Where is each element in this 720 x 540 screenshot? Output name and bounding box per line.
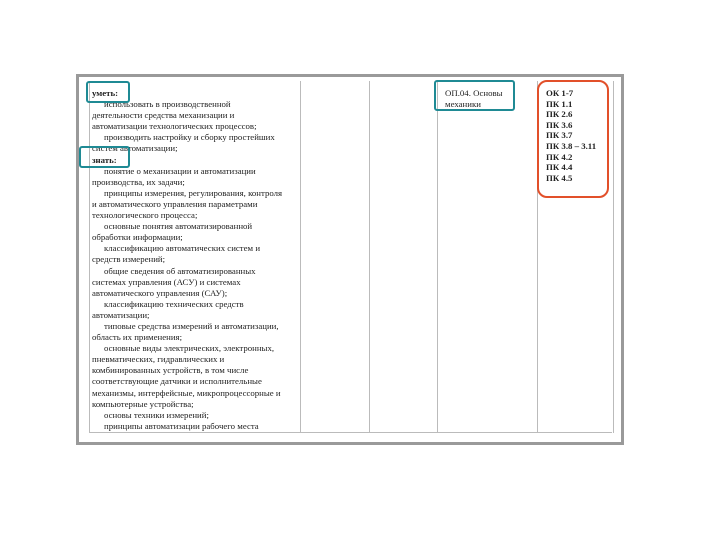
skills-line: систем автоматизации; [92, 143, 178, 154]
knowledge-line: типовые средства измерений и автоматизации, [104, 320, 279, 331]
knowledge-line: обработки информации; [92, 232, 183, 243]
requirements-cell [92, 88, 300, 432]
competency-item: ПК 3.8 – 3.11 [546, 140, 597, 151]
skills-line: автоматизации технологических процессов; [92, 121, 257, 132]
knowledge-line: компьютерные устройства; [92, 398, 194, 409]
knowledge-line: пневматических, гидравлических и [92, 354, 225, 365]
knowledge-line: механизмы, интерфейсные, микропроцессорные и [92, 387, 281, 398]
knowledge-line: классификацию технических средств [104, 298, 244, 309]
competency-item: ПК 3.7 [546, 130, 573, 141]
knowledge-label: знать: [92, 154, 117, 165]
column-divider [300, 81, 301, 433]
competency-item: ПК 3.6 [546, 119, 573, 130]
competency-item: ПК 4.2 [546, 151, 573, 162]
knowledge-line: принципы измерения, регулирования, контроля [104, 187, 283, 198]
skills-line: использовать в производственной [104, 99, 231, 110]
skills-line: производить настройку и сборку простейших [104, 132, 275, 143]
knowledge-line: соответствующие датчики и исполнительные [92, 376, 262, 387]
discipline-code: ОП.04. Основы [445, 88, 503, 98]
knowledge-line: комбинированных устройств, в том числе [92, 365, 249, 376]
competency-item: ПК 1.1 [546, 98, 573, 109]
knowledge-line: классификацию автоматических систем и [104, 243, 261, 254]
column-divider [437, 81, 438, 433]
knowledge-line: область их применения; [92, 332, 183, 343]
knowledge-highlight [79, 146, 130, 168]
knowledge-line: и автоматического управления параметрами [92, 198, 258, 209]
knowledge-line: автоматизации; [92, 309, 150, 320]
competency-item: ОК 1-7 [546, 88, 574, 98]
knowledge-line: производства, их задачи; [92, 176, 185, 187]
competency-item: ПК 4.4 [546, 162, 573, 173]
knowledge-line: системах управления (АСУ) и системах [92, 276, 241, 287]
skills-line: деятельности средства механизации и [92, 110, 235, 121]
discipline-name: механики [445, 99, 481, 109]
competencies-highlight [537, 80, 609, 198]
competency-item: ПК 2.6 [546, 109, 573, 120]
discipline-highlight [434, 80, 515, 111]
knowledge-line: общие сведения об автоматизированных [104, 265, 256, 276]
knowledge-line: автоматического управления (САУ); [92, 287, 228, 298]
knowledge-line: технологического процесса; [92, 210, 198, 221]
skills-highlight [86, 81, 130, 103]
row-divider [89, 432, 612, 433]
knowledge-line: понятие о механизации и автоматизации [104, 165, 256, 176]
skills-label: уметь: [92, 88, 119, 98]
column-divider [369, 81, 370, 433]
knowledge-line: основы техники измерений; [104, 409, 209, 420]
knowledge-line: принципы автоматизации рабочего места [104, 420, 259, 431]
knowledge-line: средств измерений; [92, 254, 166, 265]
knowledge-line: основные понятия автоматизированной [104, 221, 253, 232]
competency-item: ПК 4.5 [546, 172, 573, 183]
knowledge-line: основные виды электрических, электронных, [104, 343, 275, 354]
